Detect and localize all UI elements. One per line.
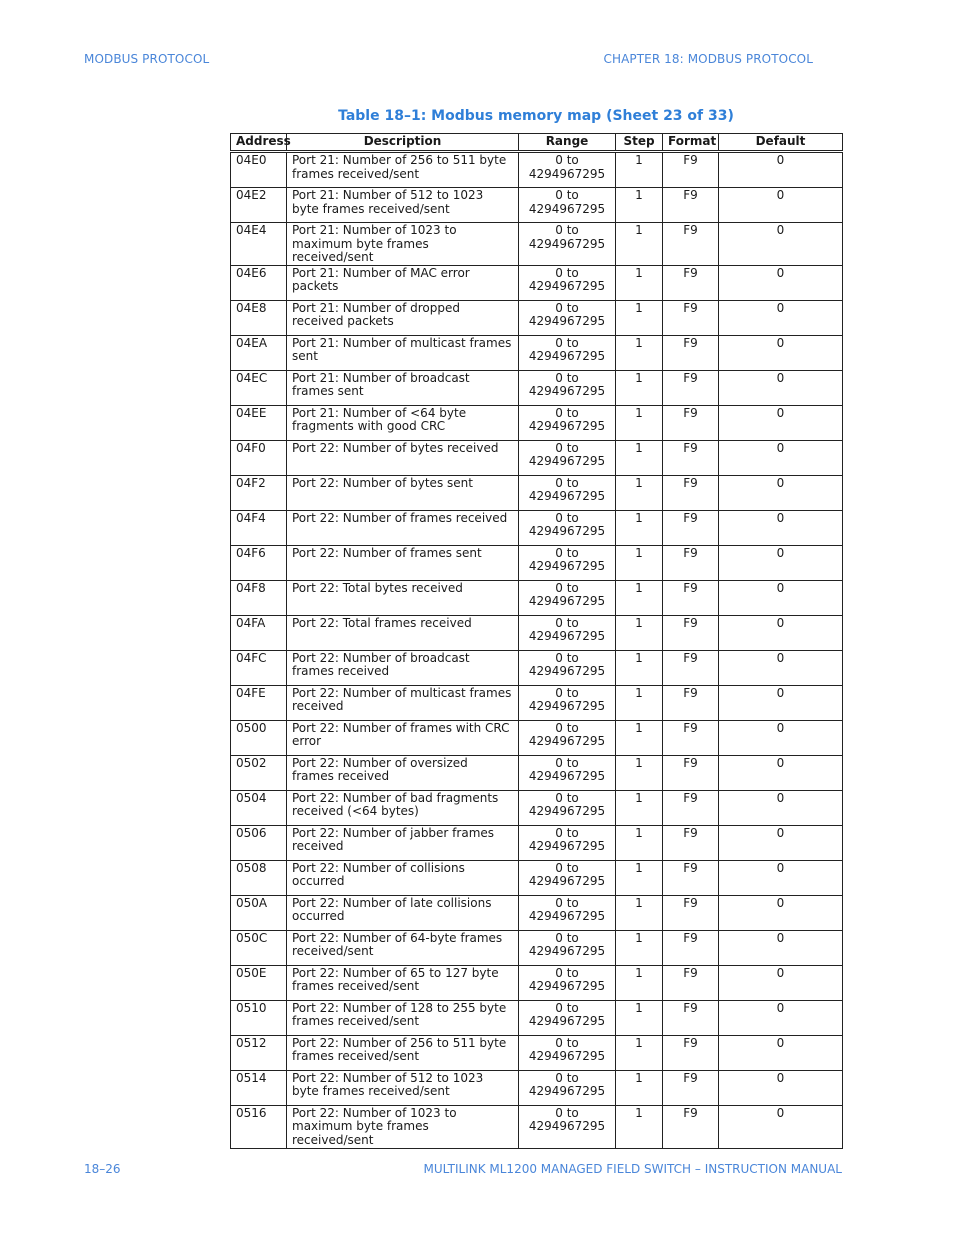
cell-description: Port 22: Number of frames received (287, 510, 519, 545)
cell-address: 0512 (231, 1035, 287, 1070)
cell-range: 0 to 4294967295 (519, 720, 616, 755)
table-row (231, 860, 843, 895)
cell-default: 0 (719, 545, 843, 580)
cell-default: 0 (719, 825, 843, 860)
cell-description: Port 21: Number of 256 to 511 byte frames received/sent (287, 152, 519, 188)
cell-format: F9 (663, 1035, 719, 1070)
cell-default: 0 (719, 188, 843, 223)
cell-step: 1 (616, 1070, 663, 1105)
cell-step: 1 (616, 335, 663, 370)
cell-range: 0 to 4294967295 (519, 440, 616, 475)
cell-description: Port 22: Number of 512 to 1023 byte frames received/sent (287, 1070, 519, 1105)
cell-range: 0 to 4294967295 (519, 188, 616, 223)
cell-default: 0 (719, 580, 843, 615)
cell-default: 0 (719, 335, 843, 370)
cell-format: F9 (663, 1105, 719, 1148)
cell-address: 0504 (231, 790, 287, 825)
cell-default: 0 (719, 860, 843, 895)
cell-description: Port 22: Total bytes received (287, 580, 519, 615)
cell-format: F9 (663, 895, 719, 930)
cell-format: F9 (663, 860, 719, 895)
table-row (231, 685, 843, 720)
cell-address: 04FC (231, 650, 287, 685)
table-row (231, 895, 843, 930)
table-row (231, 1000, 843, 1035)
table-row (231, 152, 843, 188)
cell-format: F9 (663, 405, 719, 440)
cell-address: 0514 (231, 1070, 287, 1105)
cell-address: 0510 (231, 1000, 287, 1035)
cell-step: 1 (616, 685, 663, 720)
cell-address: 04E0 (231, 152, 287, 188)
cell-range: 0 to 4294967295 (519, 1105, 616, 1148)
cell-description: Port 21: Number of multicast frames sent (287, 335, 519, 370)
cell-default: 0 (719, 1035, 843, 1070)
table-row (231, 615, 843, 650)
table-row (231, 223, 843, 266)
cell-default: 0 (719, 370, 843, 405)
cell-description: Port 21: Number of 1023 to maximum byte frames received/sent (287, 223, 519, 266)
cell-range: 0 to 4294967295 (519, 545, 616, 580)
cell-description: Port 22: Number of bytes received (287, 440, 519, 475)
cell-description: Port 22: Number of jabber frames received (287, 825, 519, 860)
cell-step: 1 (616, 965, 663, 1000)
cell-range: 0 to 4294967295 (519, 895, 616, 930)
cell-range: 0 to 4294967295 (519, 405, 616, 440)
cell-description: Port 21: Number of MAC error packets (287, 265, 519, 300)
cell-range: 0 to 4294967295 (519, 152, 616, 188)
cell-range: 0 to 4294967295 (519, 370, 616, 405)
cell-description: Port 22: Number of 256 to 511 byte frames received/sent (287, 1035, 519, 1070)
cell-address: 050E (231, 965, 287, 1000)
table-row (231, 370, 843, 405)
cell-step: 1 (616, 825, 663, 860)
cell-format: F9 (663, 510, 719, 545)
cell-step: 1 (616, 615, 663, 650)
cell-range: 0 to 4294967295 (519, 580, 616, 615)
cell-address: 04E8 (231, 300, 287, 335)
cell-default: 0 (719, 650, 843, 685)
cell-format: F9 (663, 965, 719, 1000)
running-header-left: MODBUS PROTOCOL (84, 52, 210, 66)
cell-step: 1 (616, 1035, 663, 1070)
cell-description: Port 22: Total frames received (287, 615, 519, 650)
cell-description: Port 22: Number of 1023 to maximum byte frames received/sent (287, 1105, 519, 1148)
table-row (231, 300, 843, 335)
cell-address: 0502 (231, 755, 287, 790)
table-row (231, 405, 843, 440)
cell-address: 0500 (231, 720, 287, 755)
cell-range: 0 to 4294967295 (519, 965, 616, 1000)
cell-default: 0 (719, 895, 843, 930)
column-header-format: Format (663, 134, 719, 152)
cell-format: F9 (663, 580, 719, 615)
cell-address: 0516 (231, 1105, 287, 1148)
cell-address: 04FE (231, 685, 287, 720)
cell-range: 0 to 4294967295 (519, 300, 616, 335)
cell-description: Port 22: Number of 64-byte frames received/sent (287, 930, 519, 965)
cell-default: 0 (719, 1000, 843, 1035)
table-row (231, 510, 843, 545)
table-row (231, 1035, 843, 1070)
cell-address: 0508 (231, 860, 287, 895)
cell-range: 0 to 4294967295 (519, 755, 616, 790)
cell-address: 050C (231, 930, 287, 965)
cell-address: 04E2 (231, 188, 287, 223)
cell-address: 04EA (231, 335, 287, 370)
cell-format: F9 (663, 1070, 719, 1105)
cell-default: 0 (719, 223, 843, 266)
cell-format: F9 (663, 335, 719, 370)
table-row (231, 580, 843, 615)
column-header-range: Range (519, 134, 616, 152)
cell-range: 0 to 4294967295 (519, 790, 616, 825)
cell-step: 1 (616, 370, 663, 405)
cell-step: 1 (616, 300, 663, 335)
cell-address: 04EC (231, 370, 287, 405)
column-header-address: Address (231, 134, 287, 152)
cell-description: Port 22: Number of 65 to 127 byte frames received/sent (287, 965, 519, 1000)
cell-address: 04F8 (231, 580, 287, 615)
cell-format: F9 (663, 650, 719, 685)
cell-range: 0 to 4294967295 (519, 825, 616, 860)
running-footer-title: MULTILINK ML1200 MANAGED FIELD SWITCH – INSTRUCTION MANUAL (423, 1162, 842, 1176)
table-row (231, 475, 843, 510)
cell-format: F9 (663, 615, 719, 650)
column-header-step: Step (616, 134, 663, 152)
cell-address: 04F2 (231, 475, 287, 510)
cell-description: Port 22: Number of multicast frames received (287, 685, 519, 720)
table-row (231, 930, 843, 965)
table-row (231, 335, 843, 370)
cell-format: F9 (663, 545, 719, 580)
cell-description: Port 22: Number of frames sent (287, 545, 519, 580)
cell-address: 04F6 (231, 545, 287, 580)
running-header-right: CHAPTER 18: MODBUS PROTOCOL (603, 52, 813, 66)
cell-step: 1 (616, 223, 663, 266)
cell-description: Port 22: Number of broadcast frames received (287, 650, 519, 685)
cell-format: F9 (663, 790, 719, 825)
cell-address: 04FA (231, 615, 287, 650)
cell-range: 0 to 4294967295 (519, 1000, 616, 1035)
cell-description: Port 22: Number of bad fragments received (<64 bytes) (287, 790, 519, 825)
cell-step: 1 (616, 475, 663, 510)
cell-default: 0 (719, 930, 843, 965)
cell-step: 1 (616, 720, 663, 755)
cell-format: F9 (663, 265, 719, 300)
cell-step: 1 (616, 545, 663, 580)
cell-default: 0 (719, 755, 843, 790)
cell-default: 0 (719, 265, 843, 300)
cell-default: 0 (719, 152, 843, 188)
cell-range: 0 to 4294967295 (519, 223, 616, 266)
cell-default: 0 (719, 615, 843, 650)
table-row (231, 188, 843, 223)
column-header-description: Description (287, 134, 519, 152)
cell-description: Port 22: Number of bytes sent (287, 475, 519, 510)
cell-step: 1 (616, 152, 663, 188)
column-header-default: Default (719, 134, 843, 152)
cell-address: 04E6 (231, 265, 287, 300)
cell-description: Port 21: Number of dropped received packets (287, 300, 519, 335)
table-row (231, 650, 843, 685)
cell-format: F9 (663, 1000, 719, 1035)
cell-default: 0 (719, 510, 843, 545)
cell-address: 04EE (231, 405, 287, 440)
table-row (231, 265, 843, 300)
cell-step: 1 (616, 650, 663, 685)
cell-default: 0 (719, 965, 843, 1000)
cell-format: F9 (663, 152, 719, 188)
cell-address: 04F4 (231, 510, 287, 545)
cell-description: Port 22: Number of 128 to 255 byte frames received/sent (287, 1000, 519, 1035)
cell-step: 1 (616, 860, 663, 895)
cell-address: 04F0 (231, 440, 287, 475)
cell-default: 0 (719, 300, 843, 335)
table-row (231, 755, 843, 790)
cell-format: F9 (663, 930, 719, 965)
table-row (231, 1105, 843, 1148)
cell-step: 1 (616, 580, 663, 615)
cell-format: F9 (663, 475, 719, 510)
cell-step: 1 (616, 930, 663, 965)
table-row (231, 440, 843, 475)
cell-range: 0 to 4294967295 (519, 335, 616, 370)
cell-description: Port 22: Number of oversized frames received (287, 755, 519, 790)
cell-step: 1 (616, 1000, 663, 1035)
cell-description: Port 22: Number of frames with CRC error (287, 720, 519, 755)
cell-range: 0 to 4294967295 (519, 650, 616, 685)
cell-step: 1 (616, 510, 663, 545)
table-header-row (231, 134, 843, 152)
cell-default: 0 (719, 1070, 843, 1105)
table-row (231, 965, 843, 1000)
cell-address: 050A (231, 895, 287, 930)
cell-default: 0 (719, 475, 843, 510)
cell-step: 1 (616, 265, 663, 300)
cell-address: 04E4 (231, 223, 287, 266)
cell-format: F9 (663, 370, 719, 405)
cell-format: F9 (663, 755, 719, 790)
cell-step: 1 (616, 188, 663, 223)
cell-step: 1 (616, 895, 663, 930)
table-caption: Table 18–1: Modbus memory map (Sheet 23 of 33) (338, 108, 734, 124)
cell-description: Port 22: Number of late collisions occurred (287, 895, 519, 930)
cell-format: F9 (663, 720, 719, 755)
cell-format: F9 (663, 300, 719, 335)
cell-range: 0 to 4294967295 (519, 1070, 616, 1105)
table-row (231, 790, 843, 825)
cell-step: 1 (616, 440, 663, 475)
cell-range: 0 to 4294967295 (519, 685, 616, 720)
cell-step: 1 (616, 1105, 663, 1148)
cell-range: 0 to 4294967295 (519, 930, 616, 965)
cell-address: 0506 (231, 825, 287, 860)
table-row (231, 1070, 843, 1105)
table-row (231, 545, 843, 580)
cell-range: 0 to 4294967295 (519, 265, 616, 300)
cell-step: 1 (616, 405, 663, 440)
cell-range: 0 to 4294967295 (519, 510, 616, 545)
page-number: 18–26 (84, 1162, 121, 1176)
cell-description: Port 22: Number of collisions occurred (287, 860, 519, 895)
cell-format: F9 (663, 685, 719, 720)
cell-description: Port 21: Number of <64 byte fragments with good CRC (287, 405, 519, 440)
cell-default: 0 (719, 790, 843, 825)
cell-range: 0 to 4294967295 (519, 475, 616, 510)
cell-default: 0 (719, 440, 843, 475)
cell-format: F9 (663, 440, 719, 475)
cell-step: 1 (616, 755, 663, 790)
cell-format: F9 (663, 825, 719, 860)
cell-default: 0 (719, 405, 843, 440)
cell-format: F9 (663, 188, 719, 223)
cell-default: 0 (719, 685, 843, 720)
table-row (231, 825, 843, 860)
cell-range: 0 to 4294967295 (519, 1035, 616, 1070)
cell-step: 1 (616, 790, 663, 825)
table-row (231, 720, 843, 755)
cell-default: 0 (719, 1105, 843, 1148)
table-body (231, 152, 843, 1149)
cell-range: 0 to 4294967295 (519, 860, 616, 895)
modbus-memory-map-table (230, 133, 843, 1149)
cell-description: Port 21: Number of broadcast frames sent (287, 370, 519, 405)
cell-format: F9 (663, 223, 719, 266)
cell-description: Port 21: Number of 512 to 1023 byte frames received/sent (287, 188, 519, 223)
cell-range: 0 to 4294967295 (519, 615, 616, 650)
cell-default: 0 (719, 720, 843, 755)
